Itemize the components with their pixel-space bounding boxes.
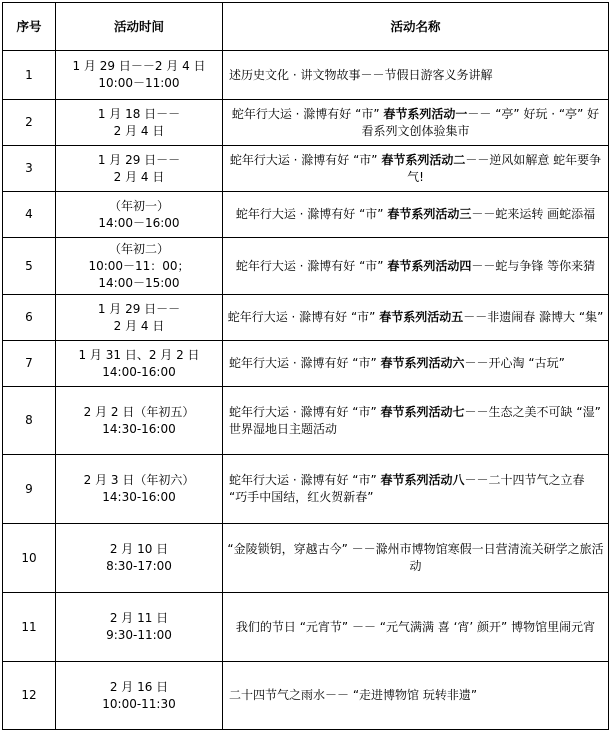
activity-time <box>56 51 223 100</box>
activity-time <box>56 100 223 146</box>
activity-name <box>223 593 609 662</box>
time-line: 1 月 29 日－－ <box>97 152 181 167</box>
activity-name <box>223 455 609 524</box>
row-index: 7 <box>3 341 56 387</box>
time-line: 14:00-16:00 <box>102 364 176 379</box>
time-line: 2 月 4 日 <box>113 169 165 184</box>
row-index: 10 <box>3 524 56 593</box>
series-label: 春节系列活动八 <box>380 473 465 487</box>
activity-time <box>56 387 223 455</box>
name-text: 蛇年行大运 · 滁博有好 “市” <box>235 258 388 273</box>
header-row <box>3 3 609 51</box>
time-line: 14:30-16:00 <box>102 421 176 436</box>
table-row <box>3 593 609 662</box>
time-line: 2 月 16 日 <box>109 679 169 694</box>
activity-name <box>223 662 609 730</box>
row-index: 12 <box>3 662 56 730</box>
name-text: －－开心淘 “古玩” <box>464 356 565 370</box>
name-text: 我们的节日 “元宵节” －－ “元气满满 喜 ‘宵’ 颜开” 博物馆里闹元宵 <box>235 619 596 634</box>
name-text: －－逆风如解意 蛇年要争气! <box>407 152 602 184</box>
activity-name <box>223 524 609 593</box>
time-line: （年初二） <box>108 241 169 256</box>
name-text: －－ “亭” 好玩 · “亭” 好看系列文创体验集市 <box>361 106 600 138</box>
activity-time <box>56 593 223 662</box>
time-line: 1 月 31 日、2 月 2 日 <box>78 347 200 362</box>
name-text: 蛇年行大运 · 滁博有好 “市” <box>229 404 381 419</box>
time-line: 10:00-11:30 <box>102 696 176 711</box>
activity-time <box>56 192 223 238</box>
name-text: 蛇年行大运 · 滁博有好 “市” <box>229 356 381 370</box>
name-text: －－蛇与争锋 等你来猜 <box>471 258 596 273</box>
table-row <box>3 51 609 100</box>
activity-name <box>223 341 609 387</box>
name-text: 述历史文化 · 讲文物故事－－节假日游客义务讲解 <box>229 67 493 82</box>
table-row <box>3 341 609 387</box>
table-row <box>3 524 609 593</box>
series-label: 春节系列活动五 <box>379 310 464 324</box>
name-text: 蛇年行大运 · 滁博有好 “市” <box>231 106 384 121</box>
time-line: 1 月 18 日－－ <box>97 106 181 121</box>
row-index: 4 <box>3 192 56 238</box>
activity-time <box>56 662 223 730</box>
name-text: －－二十四节气之立春 “巧手中国结，红火贺新春” <box>229 473 585 504</box>
activity-time <box>56 146 223 192</box>
time-line: （年初一） <box>108 198 169 213</box>
table-row <box>3 100 609 146</box>
time-line: 8:30-17:00 <box>106 559 172 573</box>
time-line: 10:00－11:00 <box>98 76 180 90</box>
activity-time <box>56 524 223 593</box>
time-line: 2 月 3 日（年初六） <box>83 473 195 487</box>
name-text: －－生态之美不可缺 “湿” 世界湿地日主题活动 <box>229 404 601 436</box>
header-name: 活动名称 <box>223 3 609 51</box>
time-line: 2 月 11 日 <box>109 611 169 625</box>
table-row <box>3 295 609 341</box>
table-row <box>3 238 609 295</box>
time-line: 1 月 29 日－－ <box>97 301 181 316</box>
series-label: 春节系列活动七 <box>380 404 465 419</box>
table-row <box>3 662 609 730</box>
series-label: 春节系列活动四 <box>387 258 472 273</box>
row-index: 9 <box>3 455 56 524</box>
header-time: 活动时间 <box>56 3 223 51</box>
name-text: 蛇年行大运 · 滁博有好 “市” <box>229 473 381 487</box>
header-index: 序号 <box>3 3 56 51</box>
series-label: 春节系列活动六 <box>380 356 465 370</box>
table-body <box>3 51 609 730</box>
name-text: 二十四节气之雨水－－ “走进博物馆 玩转非遗” <box>229 688 478 702</box>
time-line: 14:30-16:00 <box>102 490 176 504</box>
row-index: 2 <box>3 100 56 146</box>
activity-name <box>223 192 609 238</box>
time-line: 2 月 4 日 <box>113 318 165 333</box>
time-line: 1 月 29 日－－2 月 4 日 <box>72 59 206 73</box>
activity-name <box>223 100 609 146</box>
time-line: 10:00－11：00； <box>88 258 190 273</box>
table-row <box>3 192 609 238</box>
row-index: 5 <box>3 238 56 295</box>
activity-name <box>223 146 609 192</box>
series-label: 春节系列活动一 <box>383 106 468 121</box>
name-text: 蛇年行大运 · 滁博有好 “市” <box>229 152 382 167</box>
series-label: 春节系列活动二 <box>381 152 466 167</box>
table-row <box>3 387 609 455</box>
activity-name <box>223 238 609 295</box>
name-text: －－非遗闹春 滁博大 “集” <box>463 310 604 324</box>
name-text: －－蛇来运转 画蛇添福 <box>471 207 596 221</box>
activity-table <box>2 2 609 730</box>
time-line: 14:00－15:00 <box>98 275 180 290</box>
time-line: 2 月 2 日（年初五） <box>83 404 195 419</box>
activity-name <box>223 295 609 341</box>
activity-name <box>223 387 609 455</box>
row-index: 8 <box>3 387 56 455</box>
time-line: 2 月 4 日 <box>113 123 165 138</box>
activity-time <box>56 341 223 387</box>
table-row <box>3 146 609 192</box>
name-text: 蛇年行大运 · 滁博有好 “市” <box>235 207 388 221</box>
time-line: 9:30-11:00 <box>106 628 172 642</box>
name-text: “金陵锁钥，穿越古今” －－滁州市博物馆寒假一日营清流关研学之旅活动 <box>227 542 604 573</box>
activity-name <box>223 51 609 100</box>
series-label: 春节系列活动三 <box>387 207 472 221</box>
time-line: 2 月 10 日 <box>109 542 169 556</box>
activity-time <box>56 455 223 524</box>
time-line: 14:00－16:00 <box>98 215 180 230</box>
row-index: 3 <box>3 146 56 192</box>
activity-time <box>56 295 223 341</box>
name-text: 蛇年行大运 · 滁博有好 “市” <box>227 310 380 324</box>
table-row <box>3 455 609 524</box>
row-index: 11 <box>3 593 56 662</box>
activity-time <box>56 238 223 295</box>
row-index: 6 <box>3 295 56 341</box>
row-index: 1 <box>3 51 56 100</box>
